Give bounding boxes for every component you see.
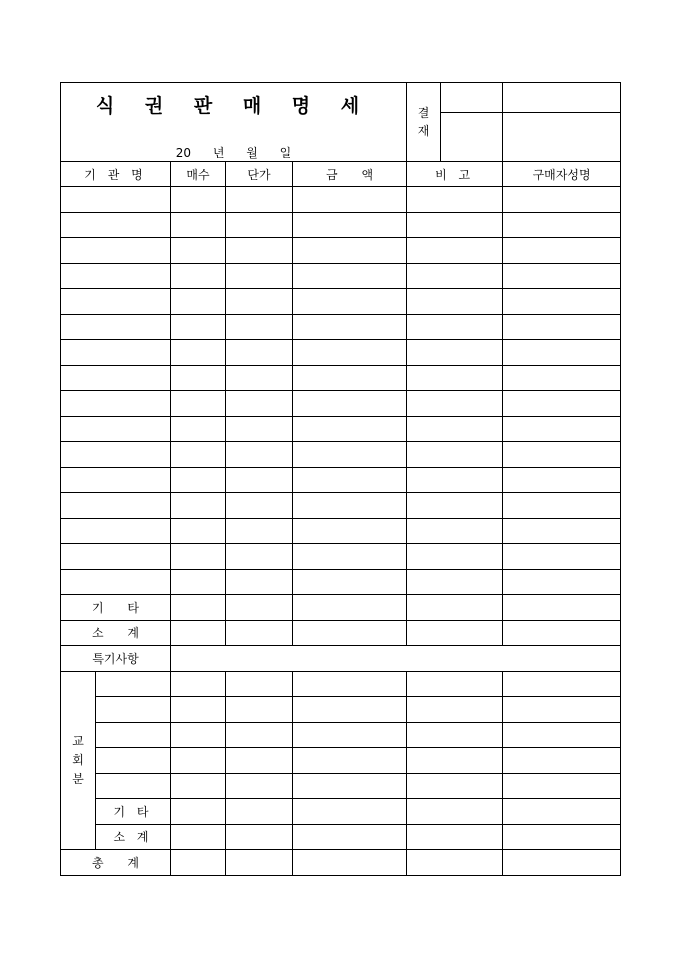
org-cell[interactable] [61,391,171,417]
org-cell[interactable] [61,340,171,366]
org-cell[interactable] [61,416,171,442]
header-note: 비 고 [407,162,503,187]
unit-price-cell[interactable] [226,467,293,493]
church-etc-row [61,799,621,825]
approval-cell-title-1[interactable] [441,83,503,113]
church-org-cell[interactable] [96,671,171,697]
org-cell[interactable] [61,544,171,570]
table-row [61,544,621,570]
unit-price-cell[interactable] [226,493,293,519]
org-cell[interactable] [61,467,171,493]
buyer-cell[interactable] [503,238,621,264]
note-cell[interactable] [407,289,503,315]
unit-price-cell[interactable] [226,238,293,264]
subtotal-row [61,620,621,646]
unit-price-cell[interactable] [226,416,293,442]
buyer-cell[interactable] [503,773,621,799]
table-row [61,467,621,493]
approval-char-2: 재 [417,124,430,138]
org-cell[interactable] [61,187,171,213]
amount-cell[interactable] [293,824,407,850]
approval-sign-1[interactable] [441,113,503,162]
count-cell[interactable] [171,340,226,366]
org-cell[interactable] [61,442,171,468]
grand-total-label: 총 계 [61,850,171,876]
count-cell[interactable] [171,314,226,340]
amount-cell[interactable] [293,340,407,366]
amount-cell[interactable] [293,442,407,468]
amount-cell[interactable] [293,544,407,570]
church-char-1: 교 [72,733,84,748]
unit-price-cell[interactable] [226,773,293,799]
org-cell[interactable] [61,314,171,340]
church-org-cell[interactable] [96,773,171,799]
note-cell[interactable] [407,773,503,799]
church-char-2: 회 [72,752,84,767]
unit-price-cell[interactable] [226,391,293,417]
count-cell[interactable] [171,467,226,493]
note-cell[interactable] [407,748,503,774]
unit-price-cell[interactable] [226,850,293,876]
approval-sign-2[interactable] [503,113,621,162]
note-cell[interactable] [407,799,503,825]
count-cell[interactable] [171,595,226,621]
note-cell[interactable] [407,620,503,646]
count-cell[interactable] [171,722,226,748]
buyer-cell[interactable] [503,187,621,213]
count-cell[interactable] [171,773,226,799]
church-org-cell[interactable] [96,748,171,774]
amount-cell[interactable] [293,416,407,442]
note-cell[interactable] [407,187,503,213]
approval-cell-title-2[interactable] [503,83,621,113]
buyer-cell[interactable] [503,518,621,544]
count-cell[interactable] [171,263,226,289]
note-cell[interactable] [407,850,503,876]
buyer-cell[interactable] [503,365,621,391]
note-cell[interactable] [407,416,503,442]
buyer-cell[interactable] [503,212,621,238]
table-row [61,314,621,340]
buyer-cell[interactable] [503,697,621,723]
unit-price-cell[interactable] [226,697,293,723]
count-cell[interactable] [171,697,226,723]
note-cell[interactable] [407,595,503,621]
buyer-cell[interactable] [503,620,621,646]
table-row [61,518,621,544]
note-cell[interactable] [407,442,503,468]
buyer-cell[interactable] [503,595,621,621]
unit-price-cell[interactable] [226,748,293,774]
count-cell[interactable] [171,569,226,595]
amount-cell[interactable] [293,671,407,697]
unit-price-cell[interactable] [226,289,293,315]
org-cell[interactable] [61,518,171,544]
note-cell[interactable] [407,722,503,748]
church-row [61,697,621,723]
unit-price-cell[interactable] [226,824,293,850]
note-cell[interactable] [407,493,503,519]
amount-cell[interactable] [293,799,407,825]
amount-cell[interactable] [293,391,407,417]
count-cell[interactable] [171,442,226,468]
note-cell[interactable] [407,238,503,264]
buyer-cell[interactable] [503,391,621,417]
note-cell[interactable] [407,671,503,697]
note-cell[interactable] [407,467,503,493]
church-etc-label: 기 타 [96,799,171,825]
special-notes-label: 특기사항 [61,646,171,672]
header-org: 기 관 명 [61,162,171,187]
header-amount: 금 액 [293,162,407,187]
buyer-cell[interactable] [503,722,621,748]
header-unit-price: 단가 [226,162,293,187]
unit-price-cell[interactable] [226,187,293,213]
org-cell[interactable] [61,365,171,391]
amount-cell[interactable] [293,722,407,748]
amount-cell[interactable] [293,263,407,289]
count-cell[interactable] [171,289,226,315]
count-cell[interactable] [171,493,226,519]
count-cell[interactable] [171,824,226,850]
church-row [61,748,621,774]
unit-price-cell[interactable] [226,544,293,570]
buyer-cell[interactable] [503,824,621,850]
church-org-cell[interactable] [96,697,171,723]
church-char-3: 분 [72,771,84,786]
special-notes-field[interactable] [171,646,621,672]
unit-price-cell[interactable] [226,263,293,289]
title-block [61,83,407,162]
buyer-cell[interactable] [503,671,621,697]
etc-label: 기 타 [61,595,171,621]
count-cell[interactable] [171,391,226,417]
note-cell[interactable] [407,391,503,417]
note-cell[interactable] [407,263,503,289]
note-cell[interactable] [407,569,503,595]
grand-total-row [61,850,621,876]
form-title: 식 권 판 매 명 세 [95,95,372,117]
church-row [61,773,621,799]
subtotal-label: 소 계 [61,620,171,646]
table-row [61,340,621,366]
count-cell[interactable] [171,365,226,391]
table-row [61,238,621,264]
unit-price-cell[interactable] [226,620,293,646]
amount-cell[interactable] [293,212,407,238]
amount-cell[interactable] [293,773,407,799]
unit-price-cell[interactable] [226,799,293,825]
org-cell[interactable] [61,263,171,289]
sales-form [60,82,620,876]
table-row [61,263,621,289]
amount-cell[interactable] [293,314,407,340]
count-cell[interactable] [171,748,226,774]
unit-price-cell[interactable] [226,569,293,595]
unit-price-cell[interactable] [226,340,293,366]
approval-char-1: 결 [417,106,430,120]
note-cell[interactable] [407,340,503,366]
unit-price-cell[interactable] [226,314,293,340]
date-line: 20 년 월 일 [175,146,292,160]
buyer-cell[interactable] [503,442,621,468]
amount-cell[interactable] [293,365,407,391]
amount-cell[interactable] [293,518,407,544]
org-cell[interactable] [61,238,171,264]
amount-cell[interactable] [293,238,407,264]
unit-price-cell[interactable] [226,442,293,468]
buyer-cell[interactable] [503,416,621,442]
buyer-cell[interactable] [503,289,621,315]
church-org-cell[interactable] [96,722,171,748]
unit-price-cell[interactable] [226,212,293,238]
org-cell[interactable] [61,289,171,315]
count-cell[interactable] [171,799,226,825]
unit-price-cell[interactable] [226,518,293,544]
buyer-cell[interactable] [503,493,621,519]
table-row [61,212,621,238]
note-cell[interactable] [407,544,503,570]
buyer-cell[interactable] [503,340,621,366]
header-count: 매수 [171,162,226,187]
table-row [61,416,621,442]
buyer-cell[interactable] [503,544,621,570]
table-row [61,391,621,417]
special-notes-row [61,646,621,672]
buyer-cell[interactable] [503,748,621,774]
table-row [61,187,621,213]
amount-cell[interactable] [293,748,407,774]
church-section-label [61,671,96,850]
amount-cell[interactable] [293,289,407,315]
note-cell[interactable] [407,212,503,238]
unit-price-cell[interactable] [226,595,293,621]
count-cell[interactable] [171,518,226,544]
buyer-cell[interactable] [503,263,621,289]
count-cell[interactable] [171,850,226,876]
amount-cell[interactable] [293,697,407,723]
note-cell[interactable] [407,518,503,544]
unit-price-cell[interactable] [226,671,293,697]
church-row [61,722,621,748]
amount-cell[interactable] [293,569,407,595]
church-subtotal-label: 소 계 [96,824,171,850]
buyer-cell[interactable] [503,850,621,876]
unit-price-cell[interactable] [226,722,293,748]
count-cell[interactable] [171,671,226,697]
table-row [61,493,621,519]
unit-price-cell[interactable] [226,365,293,391]
table-row [61,442,621,468]
table-row [61,365,621,391]
buyer-cell[interactable] [503,799,621,825]
count-cell[interactable] [171,238,226,264]
table-row [61,289,621,315]
amount-cell[interactable] [293,187,407,213]
etc-row [61,595,621,621]
org-cell[interactable] [61,212,171,238]
buyer-cell[interactable] [503,569,621,595]
org-cell[interactable] [61,569,171,595]
table-row [61,569,621,595]
header-row [61,162,621,187]
note-cell[interactable] [407,697,503,723]
amount-cell[interactable] [293,620,407,646]
amount-cell[interactable] [293,493,407,519]
count-cell[interactable] [171,620,226,646]
note-cell[interactable] [407,365,503,391]
note-cell[interactable] [407,314,503,340]
sales-table [60,82,621,876]
church-row [61,671,621,697]
note-cell[interactable] [407,824,503,850]
amount-cell[interactable] [293,467,407,493]
buyer-cell[interactable] [503,467,621,493]
org-cell[interactable] [61,493,171,519]
approval-label [407,83,441,162]
amount-cell[interactable] [293,850,407,876]
count-cell[interactable] [171,544,226,570]
count-cell[interactable] [171,187,226,213]
amount-cell[interactable] [293,595,407,621]
buyer-cell[interactable] [503,314,621,340]
church-subtotal-row [61,824,621,850]
count-cell[interactable] [171,416,226,442]
count-cell[interactable] [171,212,226,238]
header-buyer: 구매자성명 [503,162,621,187]
